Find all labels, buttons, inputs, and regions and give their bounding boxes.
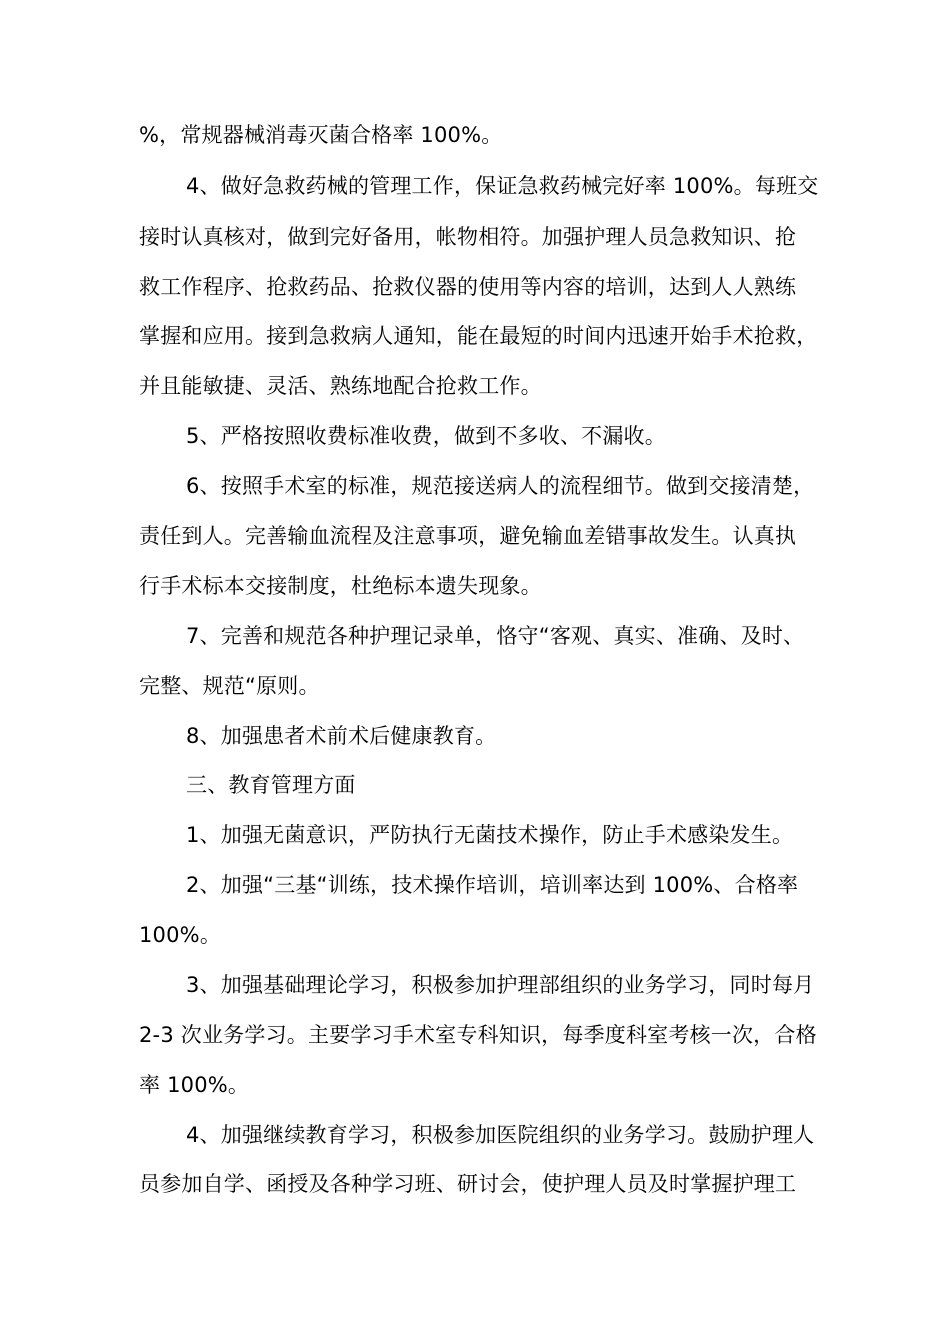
text-line: 责任到人。完善输血流程及注意事项，避免输血差错事故发生。认真执	[139, 524, 797, 548]
text-line: 4、加强继续教育学习，积极参加医院组织的业务学习。鼓励护理人	[186, 1123, 815, 1147]
text-line: 6、按照手术室的标准，规范接送病人的流程细节。做到交接清楚，	[186, 474, 815, 498]
text-line: 2-3 次业务学习。主要学习手术室专科知识，每季度科室考核一次，合格	[139, 1023, 817, 1047]
text-line: 员参加自学、函授及各种学习班、研讨会，使护理人员及时掌握护理工	[139, 1172, 797, 1196]
text-line: 3、加强基础理论学习，积极参加护理部组织的业务学习，同时每月	[186, 973, 815, 997]
text-line: 4、做好急救药械的管理工作，保证急救药械完好率 100%。每班交	[186, 174, 819, 198]
text-line: 1、加强无菌意识，严防执行无菌技术操作，防止手术感染发生。	[186, 823, 794, 847]
text-line: 接时认真核对，做到完好备用，帐物相符。加强护理人员急救知识、抢	[139, 225, 797, 249]
text-line: 7、完善和规范各种护理记录单，恪守“客观、真实、准确、及时、	[186, 624, 805, 648]
text-line: 率 100%。	[139, 1073, 250, 1097]
text-line: %，常规器械消毒灭菌合格率 100%。	[139, 123, 503, 147]
text-line: 2、加强“三基“训练，技术操作培训，培训率达到 100%、合格率	[186, 873, 799, 897]
text-line: 救工作程序、抢救药品、抢救仪器的使用等内容的培训，达到人人熟练	[139, 275, 797, 299]
text-line: 掌握和应用。接到急救病人通知，能在最短的时间内迅速开始手术抢救，	[139, 324, 818, 348]
text-line: 8、加强患者术前术后健康教育。	[186, 724, 497, 748]
section-heading: 三、教育管理方面	[186, 773, 356, 797]
text-line: 5、严格按照收费标准收费，做到不多收、不漏收。	[186, 424, 666, 448]
text-line: 100%。	[139, 923, 222, 947]
text-line: 完整、规范“原则。	[139, 674, 320, 698]
text-line: 行手术标本交接制度，杜绝标本遗失现象。	[139, 574, 542, 598]
text-line: 并且能敏捷、灵活、熟练地配合抢救工作。	[139, 374, 542, 398]
